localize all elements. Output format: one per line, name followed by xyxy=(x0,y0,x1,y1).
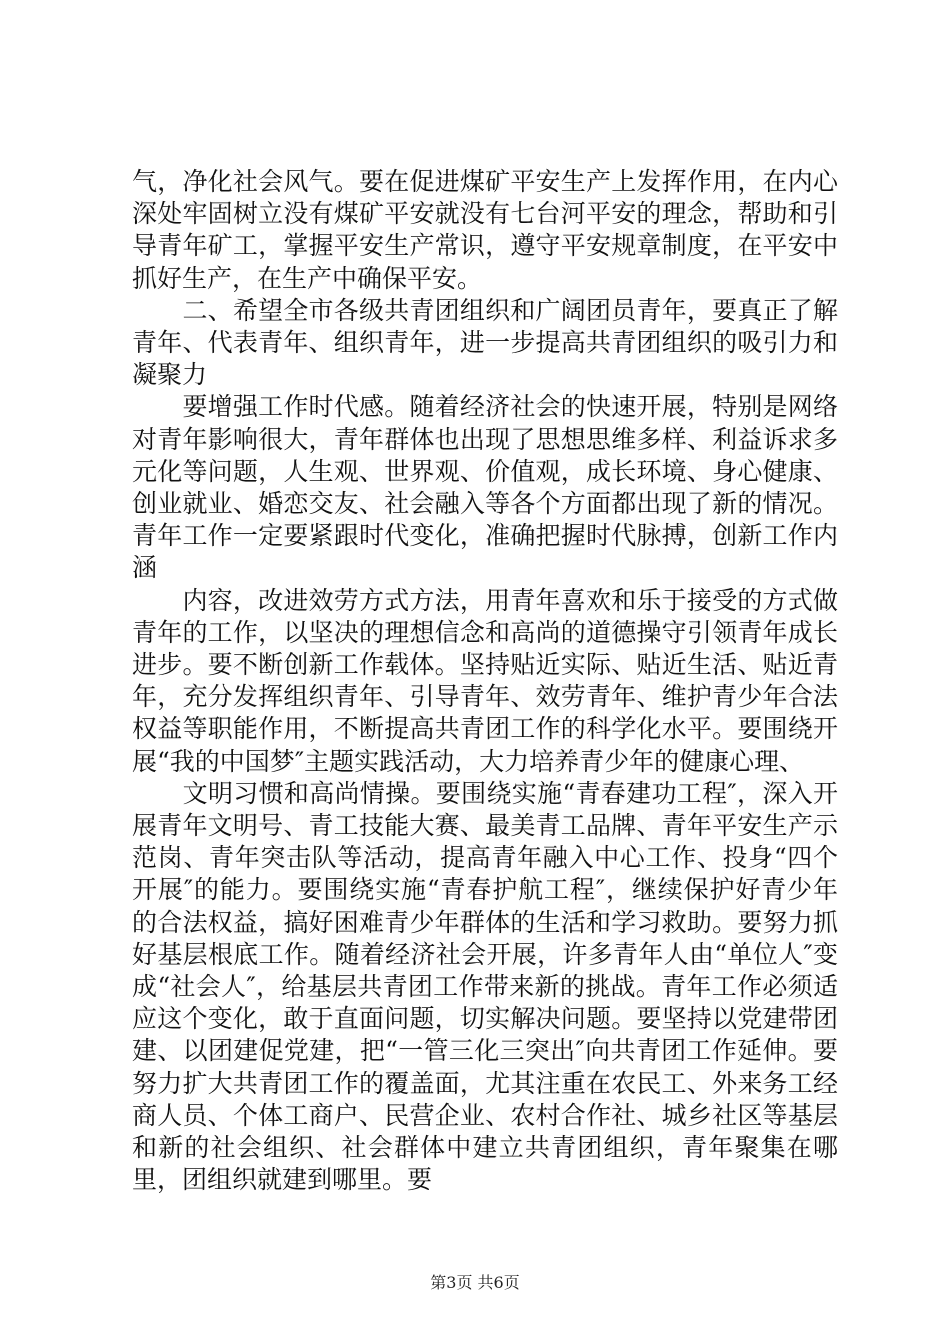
page-number-footer: 第3页 共6页 xyxy=(430,1273,520,1292)
paragraph-4: 内容，改进效劳方式方法，用青年喜欢和乐于接受的方式做青年的工作，以坚决的理想信念和高尚的道德操守引领青年成长进步。要不断创新工作载体。坚持贴近实际、贴近生活、贴近青年，充分发挥组织青年、引导青年、效劳青年、维护青少年合法权益等职能作用，不断提高共青团工作的科学化水平。要围绕开展“我的中国梦″主题实践活动，大力培养青少年的健康心理、 xyxy=(132,585,838,776)
paragraph-3: 要增强工作时代感。随着经济社会的快速开展，特别是网络对青年影响很大，青年群体也出现了思想思维多样、利益诉求多元化等问题，人生观、世界观、价值观，成长环境、身心健康、创业就业、婚恋交友、社会融入等各个方面都出现了新的情况。青年工作一定要紧跟时代变化，准确把握时代脉搏，创新工作内涵 xyxy=(132,392,838,583)
paragraph-1: 气，净化社会风气。要在促进煤矿平安生产上发挥作用，在内心深处牢固树立没有煤矿平安就没有七台河平安的理念，帮助和引导青年矿工，掌握平安生产常识，遵守平安规章制度，在平安中抓好生产，在生产中确保平安。 xyxy=(132,167,838,293)
paragraph-2: 二、希望全市各级共青团组织和广阔团员青年，要真正了解青年、代表青年、组织青年，进一步提高共青团组织的吸引力和凝聚力 xyxy=(132,295,838,390)
paragraph-5: 文明习惯和高尚情操。要围绕实施“青春建功工程″，深入开展青年文明号、青工技能大赛、最美青工品牌、青年平安生产示范岗、青年突击队等活动，提高青年融入中心工作、投身“四个开展″的能力。要围绕实施“青春护航工程″，继续保护好青少年的合法权益，搞好困难青少年群体的生活和学习救助。要努力抓好基层根底工作。随着经济社会开展，许多青年人由“单位人″变成“社会人″，给基层共青团工作带来新的挑战。青年工作必须适应这个变化，敢于直面问题，切实解决问题。要坚持以党建带团建、以团建促党建，把“一管三化三突出″向共青团工作延伸。要努力扩大共青团工作的覆盖面，尤其注重在农民工、外来务工经商人员、个体工商户、民营企业、农村合作社、城乡社区等基层和新的社会组织、社会群体中建立共青团组织，青年聚集在哪里，团组织就建到哪里。要 xyxy=(132,778,838,1195)
document-body xyxy=(132,166,838,1197)
